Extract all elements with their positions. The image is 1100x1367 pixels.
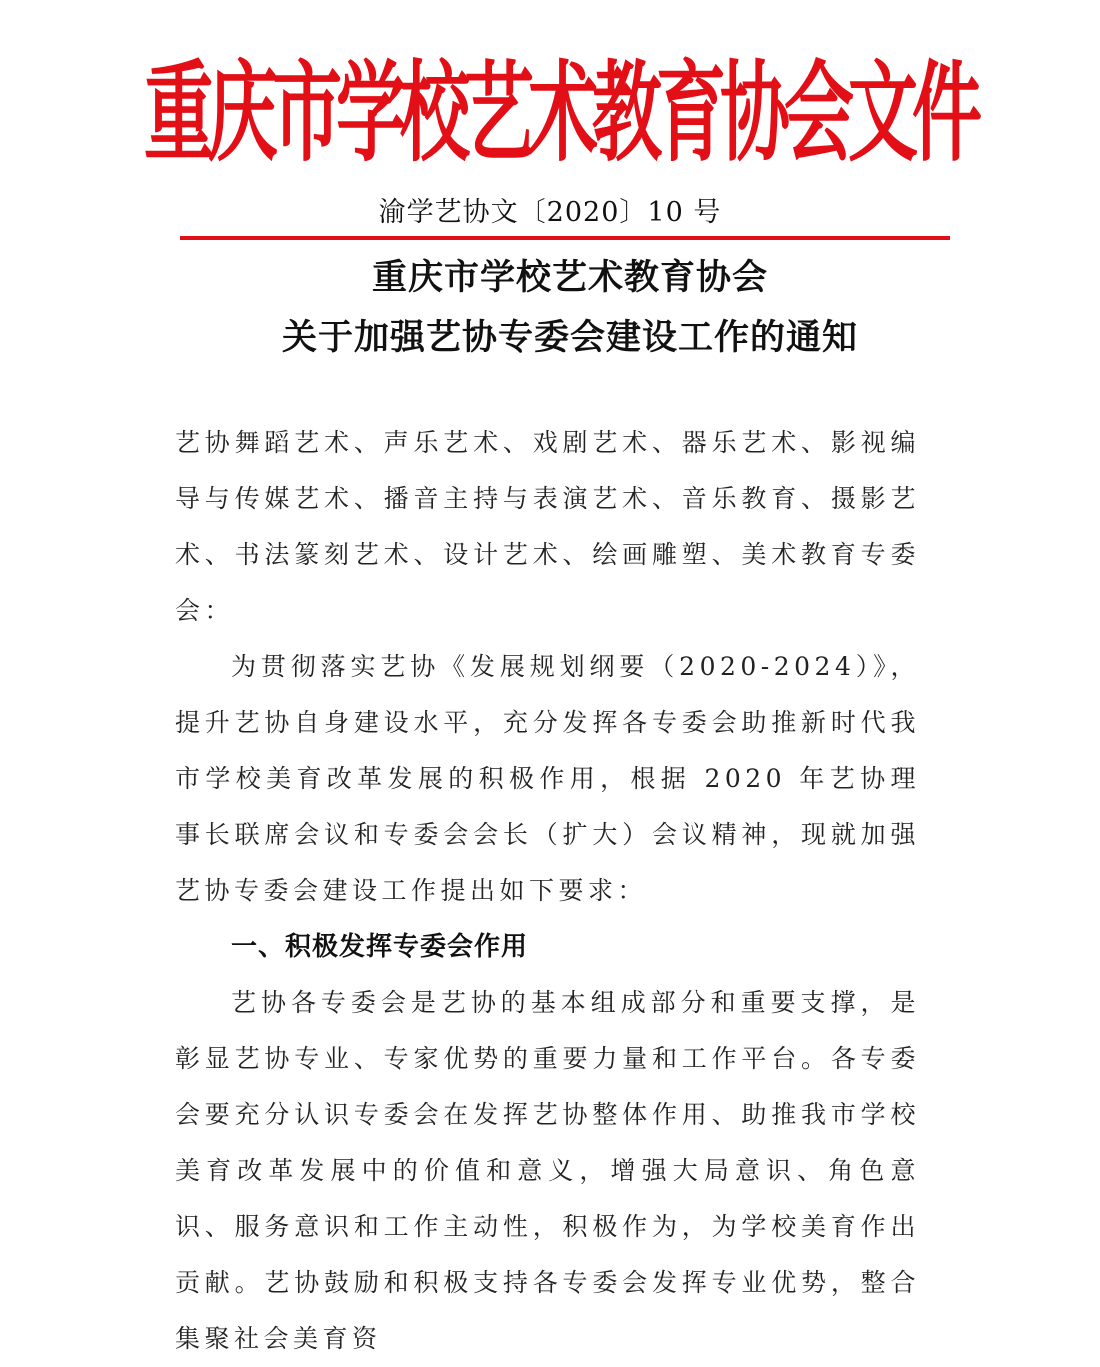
document-body [175,415,920,1367]
document-number: 渝学艺协文〔2020〕10 号 [378,197,722,228]
document-masthead: 重庆市学校艺术教育协会文件 [144,47,976,177]
red-divider-line [180,236,950,240]
recipients-paragraph: 艺协舞蹈艺术、声乐艺术、戏剧艺术、器乐艺术、影视编导与传媒艺术、播音主持与表演艺术、音乐教育、摄影艺术、书法篆刻艺术、设计艺术、绘画雕塑、美术教育专委会： [175,428,920,625]
section-1-paragraph: 艺协各专委会是艺协的基本组成部分和重要支撑，是彰显艺协专业、专家优势的重要力量和工作平台。各专委会要充分认识专委会在发挥艺协整体作用、助推我市学校美育改革发展中的价值和意义，增强大局意识、角色意识、服务意识和工作主动性，积极作为，为学校美育作出贡献。艺协鼓励和积极支持各专委会发挥专业优势，整合集聚社会美育资 [175,988,920,1353]
intro-paragraph: 为贯彻落实艺协《发展规划纲要（2020-2024）》，提升艺协自身建设水平，充分发挥各专委会助推新时代我市学校美育改革发展的积极作用，根据 2020 年艺协理事长联席会议和专委会会长（扩大）会议精神，现就加强艺协专委会建设工作提出如下要求： [175,652,920,905]
section-heading-1: 一、积极发挥专委会作用 [231,932,529,962]
notice-title-line-2: 关于加强艺协专委会建设工作的通知 [281,318,858,358]
notice-title-line-1: 重庆市学校艺术教育协会 [371,258,768,298]
